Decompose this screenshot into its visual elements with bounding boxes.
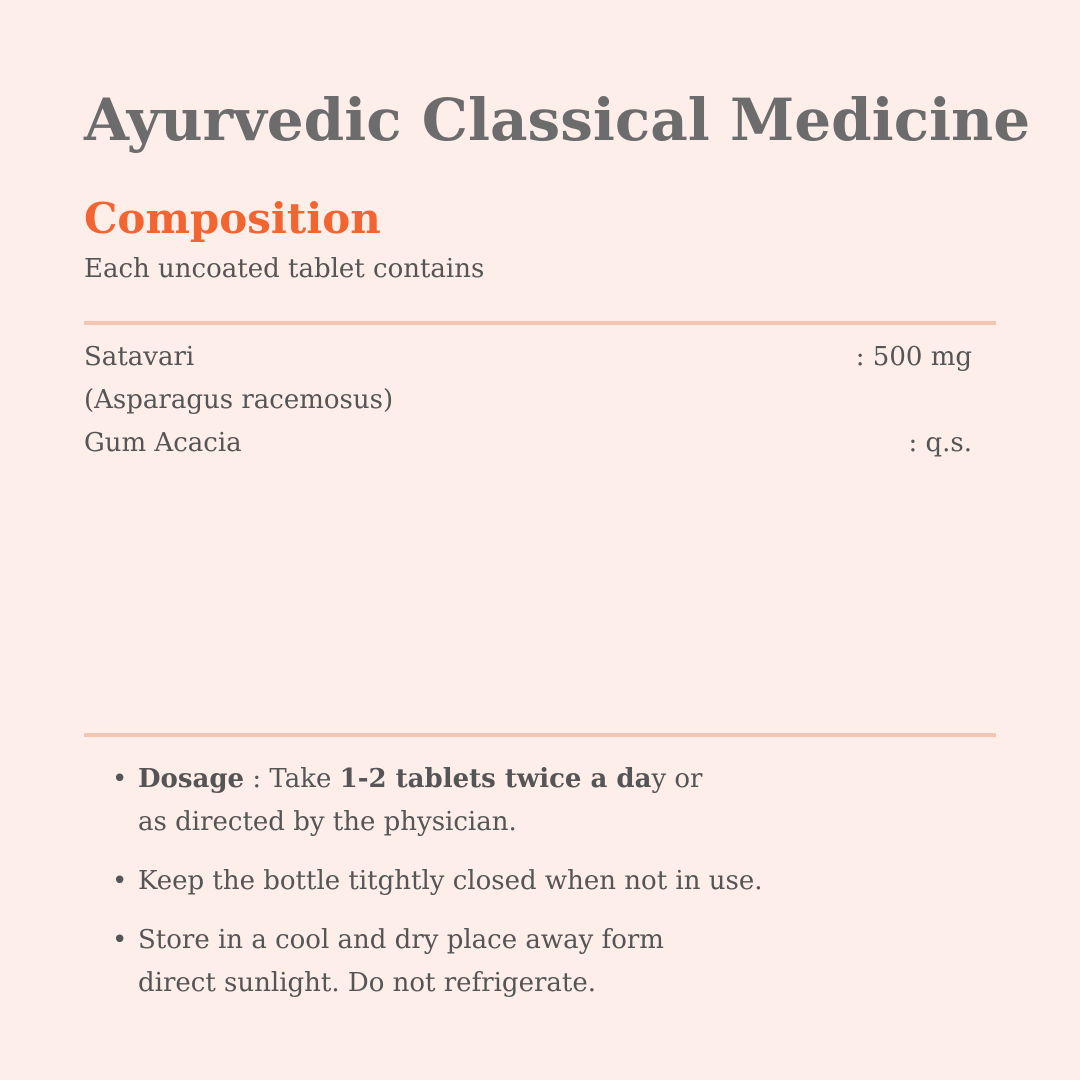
dosage-label: Dosage bbox=[138, 764, 245, 794]
storage-closure-note bbox=[112, 860, 1012, 903]
dosage-amount: 1-2 tablets twice a da bbox=[339, 764, 652, 794]
ingredient-name: Satavari bbox=[84, 342, 195, 372]
instructions-list bbox=[112, 758, 1012, 1021]
bullet-icon: • bbox=[112, 764, 128, 794]
storage-conditions-note bbox=[112, 919, 1012, 1005]
dosage-separator: : Take bbox=[244, 764, 340, 794]
composition-heading: Composition bbox=[84, 194, 381, 243]
ingredient-quantity: : q.s. bbox=[908, 428, 972, 458]
bullet-icon: • bbox=[112, 925, 128, 955]
ingredient-row bbox=[84, 385, 972, 415]
bottom-divider bbox=[84, 733, 996, 737]
ingredient-botanical-name: (Asparagus racemosus) bbox=[84, 385, 394, 415]
ingredient-row bbox=[84, 428, 972, 458]
ingredient-quantity: : 500 mg bbox=[855, 342, 972, 372]
dosage-line-2: as directed by the physician. bbox=[138, 807, 517, 837]
dosage-rest: y or bbox=[651, 764, 703, 794]
composition-subtitle: Each uncoated tablet contains bbox=[84, 254, 485, 284]
bullet-icon: • bbox=[112, 866, 128, 896]
page-title: Ayurvedic Classical Medicine bbox=[84, 86, 1031, 154]
keep-closed-text: Keep the bottle titghtly closed when not in use. bbox=[138, 866, 763, 896]
top-divider bbox=[84, 321, 996, 325]
dosage-note bbox=[112, 758, 1012, 844]
store-line-1: Store in a cool and dry place away form bbox=[138, 925, 664, 955]
store-line-2: direct sunlight. Do not refrigerate. bbox=[138, 968, 596, 998]
ingredient-name: Gum Acacia bbox=[84, 428, 242, 458]
ingredient-row bbox=[84, 342, 972, 372]
